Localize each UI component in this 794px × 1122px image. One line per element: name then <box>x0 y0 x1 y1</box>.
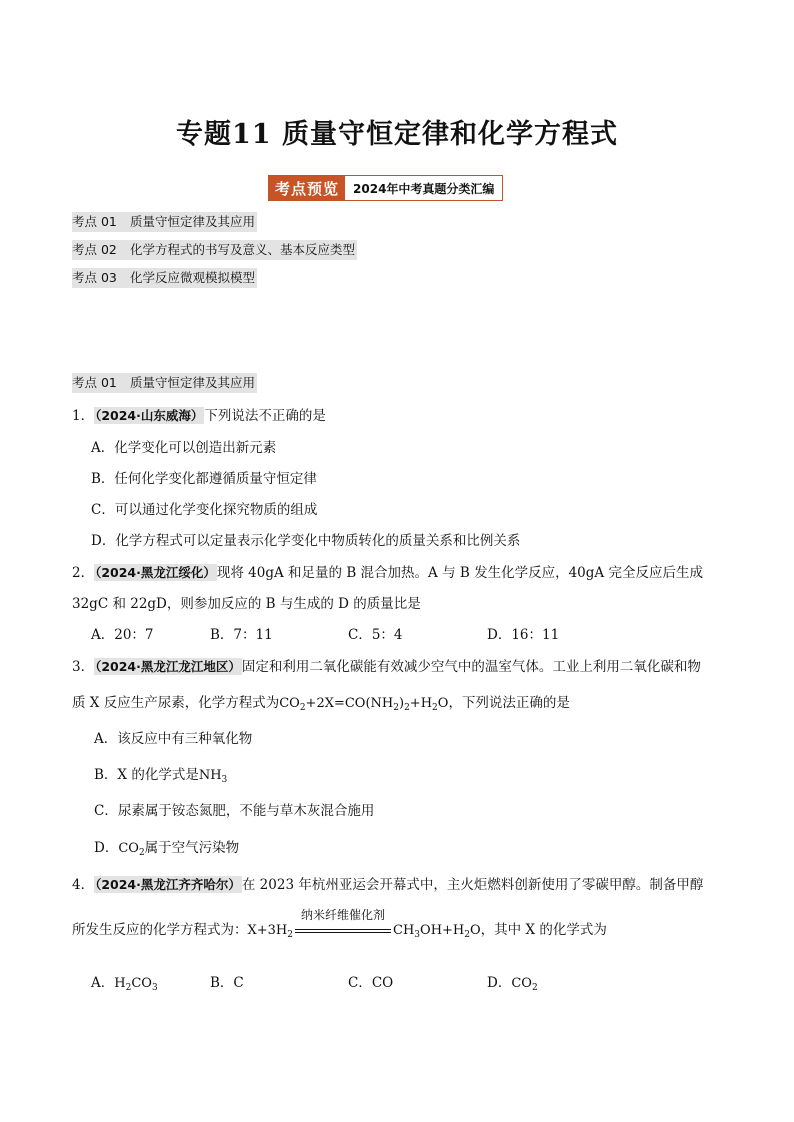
page-title: 专题11 质量守恒定律和化学方程式 <box>176 119 618 150</box>
toc-item-3[interactable] <box>72 268 257 288</box>
equation-reactants: $X+3H_2$ <box>247 923 293 940</box>
preview-banner <box>268 175 503 201</box>
question-text: 现将 40gA 和足量的 B 混合加热。A 与 B 发生化学反应，40gA 完全反应后生成 <box>216 565 703 581</box>
q1-option-d[interactable]: D．化学方程式可以定量表示化学变化中物质转化的质量关系和比例关系 <box>91 533 521 549</box>
question-4-stem-cont <box>72 907 607 941</box>
option-text: B．X 的化学式是 <box>94 767 199 783</box>
question-4-stem <box>72 875 703 895</box>
question-text: ，下列说法正确的是 <box>448 695 570 711</box>
question-text: 在 2023 年杭州亚运会开幕式中，主火炬燃料创新使用了零碳甲醇。制备甲醇 <box>241 877 704 893</box>
q2-option-d[interactable]: D．16：11 <box>487 627 560 643</box>
question-text: ，其中 X 的化学式为 <box>480 922 607 938</box>
catalyst-label: 纳米纤维催化剂 <box>300 907 385 922</box>
option-text: D． <box>487 975 512 991</box>
question-source: （2024·黑龙江绥化） <box>95 565 216 580</box>
question-source: （2024·山东威海） <box>95 408 204 423</box>
toc-num: 考点 01 <box>72 214 117 229</box>
question-text: 所发生反应的化学方程式为： <box>72 922 248 938</box>
question-number: 2． <box>72 565 95 581</box>
q3-option-c[interactable]: C．尿素属于铵态氮肥，不能与草木灰混合施用 <box>94 803 375 819</box>
preview-text: 2024年中考真题分类汇编 <box>353 181 495 196</box>
section-num: 考点 01 <box>72 375 117 390</box>
question-3-stem-cont <box>72 693 570 714</box>
toc-label: 质量守恒定律及其应用 <box>130 214 256 229</box>
section-label: 质量守恒定律及其应用 <box>130 375 256 390</box>
question-source: （2024·黑龙江龙江地区） <box>95 659 241 674</box>
toc-item-2[interactable] <box>72 240 357 260</box>
q3-option-a[interactable]: A．该反应中有三种氧化物 <box>94 731 253 747</box>
formula-co2: $CO_2$ <box>511 976 538 993</box>
q1-option-b[interactable]: B．任何化学变化都遵循质量守恒定律 <box>91 471 317 487</box>
equation-products: $CH_3OH+H_2O$ <box>393 923 481 940</box>
q2-option-a[interactable]: A．20：7 <box>91 627 154 643</box>
question-number: 1． <box>72 408 95 424</box>
q4-option-d[interactable] <box>487 973 538 994</box>
question-2-stem <box>72 563 703 583</box>
option-text: A． <box>91 975 115 991</box>
toc-label: 化学方程式的书写及意义、基本反应类型 <box>130 242 356 257</box>
toc-item-1[interactable] <box>72 212 257 232</box>
option-text: 属于空气污染物 <box>144 840 240 856</box>
toc-label: 化学反应微观模拟模型 <box>130 270 256 285</box>
toc-num: 考点 03 <box>72 270 117 285</box>
q4-option-a[interactable] <box>91 973 158 994</box>
toc-num: 考点 02 <box>72 242 117 257</box>
reaction-arrow <box>295 907 391 941</box>
question-3-stem <box>72 657 701 677</box>
q2-option-b[interactable]: B．7：11 <box>210 627 273 643</box>
q1-option-a[interactable]: A．化学变化可以创造出新元素 <box>91 440 277 456</box>
option-text: D． <box>94 840 119 856</box>
question-1-stem <box>72 406 326 426</box>
formula-nh3: $NH_3$ <box>198 768 228 785</box>
preview-tag: 考点预览 <box>269 176 345 200</box>
q4-option-b[interactable]: B．C <box>210 975 244 991</box>
q2-option-c[interactable]: C．5：4 <box>348 627 403 643</box>
question-number: 4． <box>72 877 95 893</box>
question-number: 3． <box>72 659 95 675</box>
q4-option-c[interactable]: C．CO <box>348 975 394 991</box>
formula-h2co3: $H_2CO_3$ <box>114 976 158 993</box>
chemical-equation: $CO_2+2X=CO(NH_2)_2+H_2O$ <box>279 696 449 713</box>
question-text: 下列说法不正确的是 <box>204 408 326 424</box>
question-text: 固定和利用二氧化碳能有效减少空气中的温室气体。工业上利用二氧化碳和物 <box>241 659 701 675</box>
equals-arrow <box>295 929 391 933</box>
question-source: （2024·黑龙江齐齐哈尔） <box>95 877 241 892</box>
q3-option-b[interactable] <box>94 765 227 786</box>
formula-co2: $CO_2$ <box>118 841 145 858</box>
q1-option-c[interactable]: C．可以通过化学变化探究物质的组成 <box>91 502 318 518</box>
question-text: 质 X 反应生产尿素，化学方程式为 <box>72 695 280 711</box>
q3-option-d[interactable] <box>94 838 239 859</box>
section-heading <box>72 373 257 393</box>
question-2-stem-cont: 32gC 和 22gD，则参加反应的 B 与生成的 D 的质量比是 <box>72 596 421 612</box>
